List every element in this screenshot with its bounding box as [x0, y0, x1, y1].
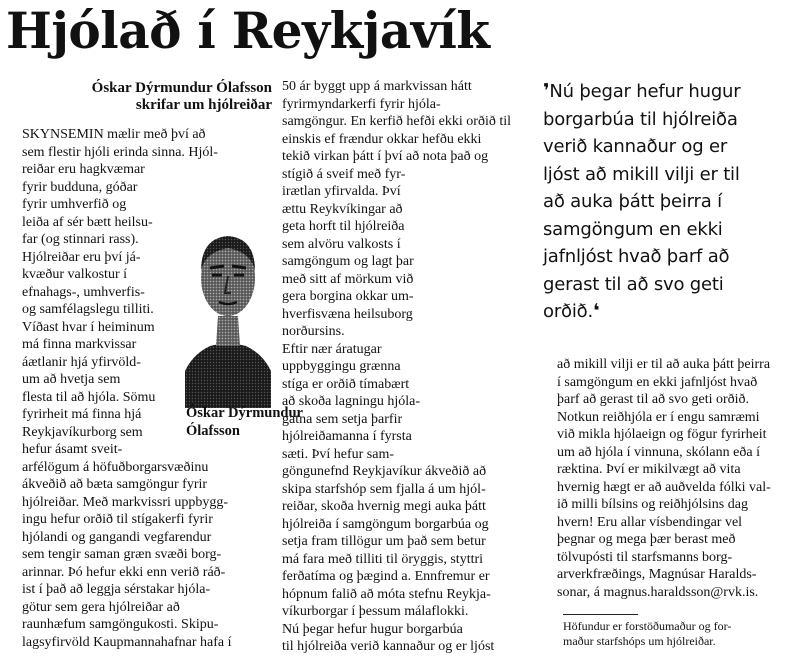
photo-neck	[216, 316, 240, 346]
text-line: sem alvöru valkosts í	[282, 236, 401, 252]
text-line: Hjólreiðar eru því já-	[22, 249, 141, 265]
text-line: jafnljóst hvað þarf að	[543, 246, 730, 267]
text-line: fyrir buddunа, góðar	[22, 179, 138, 195]
text-line: ljóst að mikill vilji er til	[543, 163, 740, 185]
author-photo	[185, 196, 271, 408]
text-line: hvernig hægt er að auðvelda fólki val-	[557, 479, 771, 495]
text-line: arinnar. Þó hefur ekki enn verið ráð-	[22, 564, 226, 580]
text-line: ið milli bílsins og reiðhjólsins dag	[557, 497, 748, 512]
text-line: Reykjavíkurborg sem	[22, 424, 143, 440]
author-footnote	[563, 619, 798, 648]
text-line: raunhæfum samgöngukosti. Skipu-	[22, 617, 219, 632]
text-line: má fara með tilliti til öryggis, styttri	[282, 551, 484, 567]
text-line: áætlanir hjá yfirvöld-	[22, 354, 141, 370]
text-line: samgöngum og lagt þar	[282, 254, 414, 269]
text-line: ferðatíma og þægind a. Ennfremur er	[282, 569, 490, 584]
text-line: orðið.❛	[543, 300, 600, 322]
text-line: geta horft til hjólreiða	[282, 219, 405, 234]
text-line: hjólreiðar. Með markvissri uppbygg-	[22, 494, 229, 510]
text-line: norðursins.	[282, 324, 345, 339]
text-line: SKYNSEMIN mælir með því að	[22, 127, 206, 142]
text-line: í samgöngum en ekki jafnljóst hvað	[557, 374, 758, 390]
text-line: Höfundur er forstöðumaður og for-	[563, 619, 732, 633]
text-line: að skoða lagningu hjóla-	[282, 394, 421, 409]
text-line: irætlan yfirvalda. Því	[282, 184, 401, 199]
photo-caption-line: Óskar Dýrmundur	[186, 405, 303, 421]
text-line: skipa starfshóp sem fjalla á um hjól-	[282, 481, 486, 497]
text-line: sem flestir hjóli erinda sinna. Hjól-	[22, 144, 218, 160]
text-line: samgöngum en ekki	[543, 218, 723, 240]
text-line: ákveðið að bæta samgöngur fyrir	[22, 477, 208, 492]
text-line: hefur ásamt sveit-	[22, 442, 123, 457]
text-line: hverfisvæna heilsuborg	[282, 306, 413, 322]
text-line: far (og stinnari rass).	[22, 232, 139, 247]
text-line: hjólreiða í samgöngum borgarbúa og	[282, 516, 489, 532]
text-line: við mikla hjólaeign og fögur fyrirheit	[557, 427, 767, 442]
text-line: stígið á sveif með fyr-	[282, 166, 406, 182]
text-line: með sitt af mörkum við	[282, 271, 414, 287]
text-line: sæti. Því hefur sam-	[282, 446, 394, 462]
text-line: hvern! Eru allar vísbendingar vel	[557, 514, 743, 530]
text-line: Nú þegar hefur hugur borgarbúa	[282, 621, 463, 637]
text-line: fyrirheit má finna hjá	[22, 407, 142, 422]
text-line: Eftir nær áratugar	[282, 341, 382, 357]
text-line: stíga er orðið tímabært	[282, 376, 410, 392]
text-line: götur sem gera hjólreiðar að	[22, 599, 180, 615]
quote-close-mark: ❛	[592, 300, 600, 322]
text-line: að auka þátt þeirra í	[543, 191, 722, 212]
text-line: að mikill vilji er til að auka þátt þeirra	[557, 357, 771, 372]
byline-topic: skrifar um hjólreiðar	[135, 97, 272, 113]
text-line: hjólandi og gangandi vegfarendur	[22, 529, 212, 545]
text-line: má finna markvissar	[22, 337, 137, 352]
text-line: efnahags-, umhverfis-	[22, 284, 145, 300]
text-line: samgöngur. En kerfið hefði ekki orðið til	[282, 114, 512, 129]
text-line: fyrir umhverfið og	[22, 197, 127, 212]
footnote-divider	[563, 614, 638, 615]
text-line: arfélögum á höfuðborgarsvæðinu	[22, 459, 209, 475]
text-line: lagsyfirvöld Kaupmannahafnar hafa í	[22, 634, 232, 650]
text-line: fyrirmyndarkerfi fyrir hjóla-	[282, 96, 441, 112]
text-line: leiða af sér bætt heilsu-	[22, 214, 153, 230]
byline-author: Óskar Dýrmundur Ólafsson	[91, 80, 272, 96]
body-column-2	[282, 78, 532, 656]
photo-shoulders	[185, 342, 271, 408]
text-line: reiðar, skoða hvernig megi auka þátt	[282, 499, 486, 514]
text-line: gera borgina okkar um-	[282, 289, 414, 304]
text-line: ❜Nú þegar hefur hugur	[543, 80, 741, 102]
photo-caption	[186, 405, 303, 440]
text-line: Notkun reiðhjóla er í engu samræmi	[557, 409, 760, 425]
text-line: borgarbúa til hjólreiða	[543, 108, 738, 130]
text-line: setja fram tillögur um það sem betur	[282, 534, 486, 549]
text-line: maður starfshóps um hjólreiðar.	[563, 633, 716, 648]
photo-caption-line: Ólafsson	[186, 422, 240, 439]
text-line: til hjólreiða verið kannaður og er ljóst	[282, 639, 495, 654]
text-line: Víðast hvar í heiminum	[22, 319, 155, 335]
pull-quote	[543, 78, 798, 326]
text-line: tölvupósti til starfsmanns borg-	[557, 549, 733, 565]
text-line: víkurborgar í þessum málaflokki.	[282, 604, 469, 619]
headline: Hjólað í Reykjavík	[6, 1, 490, 60]
text-line: þegnar og mega þær berast með	[557, 532, 736, 547]
quote-open-mark: ❜	[543, 80, 550, 102]
text-line: hópnum falið að móta stefnu Reykja-	[282, 586, 491, 602]
text-line: arverkfræðings, Magnúsar Haralds-	[557, 567, 757, 582]
text-line: ist í það að leggja sérstakar hjóla-	[22, 582, 211, 597]
text-line: flesta til að hjóla. Sömu	[22, 389, 156, 405]
text-line: þarf að gerast til að svo geti orðið.	[557, 392, 750, 407]
text-line: og samfélagslegu tilliti.	[22, 302, 154, 317]
text-line: kvæður valkostur í	[22, 267, 127, 282]
text-line: sonar, á magnus.haraldsson@rvk.is.	[557, 584, 759, 600]
text-line: einskis ef frændur okkar hefðu ekki	[282, 131, 482, 147]
text-line: gatna sem setja þarfir	[282, 411, 403, 427]
text-line: verið kannaður og er	[543, 136, 728, 157]
text-line: tekið virkan þátt í því að nota það og	[282, 149, 489, 164]
text-line: ættu Reykvíkingar að	[282, 201, 403, 217]
text-line: hjólreiðamanna í fyrsta	[282, 429, 412, 444]
text-line: sem tengir saman græn svæði borg-	[22, 547, 222, 562]
body-column-3	[557, 356, 797, 601]
text-line: göngunefnd Reykjavíkur ákveðið að	[282, 464, 487, 479]
text-line: um að hjóla í vinnuna, skólann eða í	[557, 444, 760, 460]
text-line: ræktina. Því er mikilvægt að vita	[557, 462, 741, 477]
text-line: um að hvetja sem	[22, 372, 121, 387]
text-line: gerast til að svo geti	[543, 273, 724, 295]
text-line: reiðar eru hagkvæmar	[22, 162, 145, 177]
text-line: ingu hefur orðið til stígakerfi fyrir	[22, 512, 213, 527]
text-line: 50 ár byggt upp á markvissan hátt	[282, 79, 472, 94]
byline	[22, 80, 272, 114]
text-line: uppbyggingu grænna	[282, 359, 401, 374]
